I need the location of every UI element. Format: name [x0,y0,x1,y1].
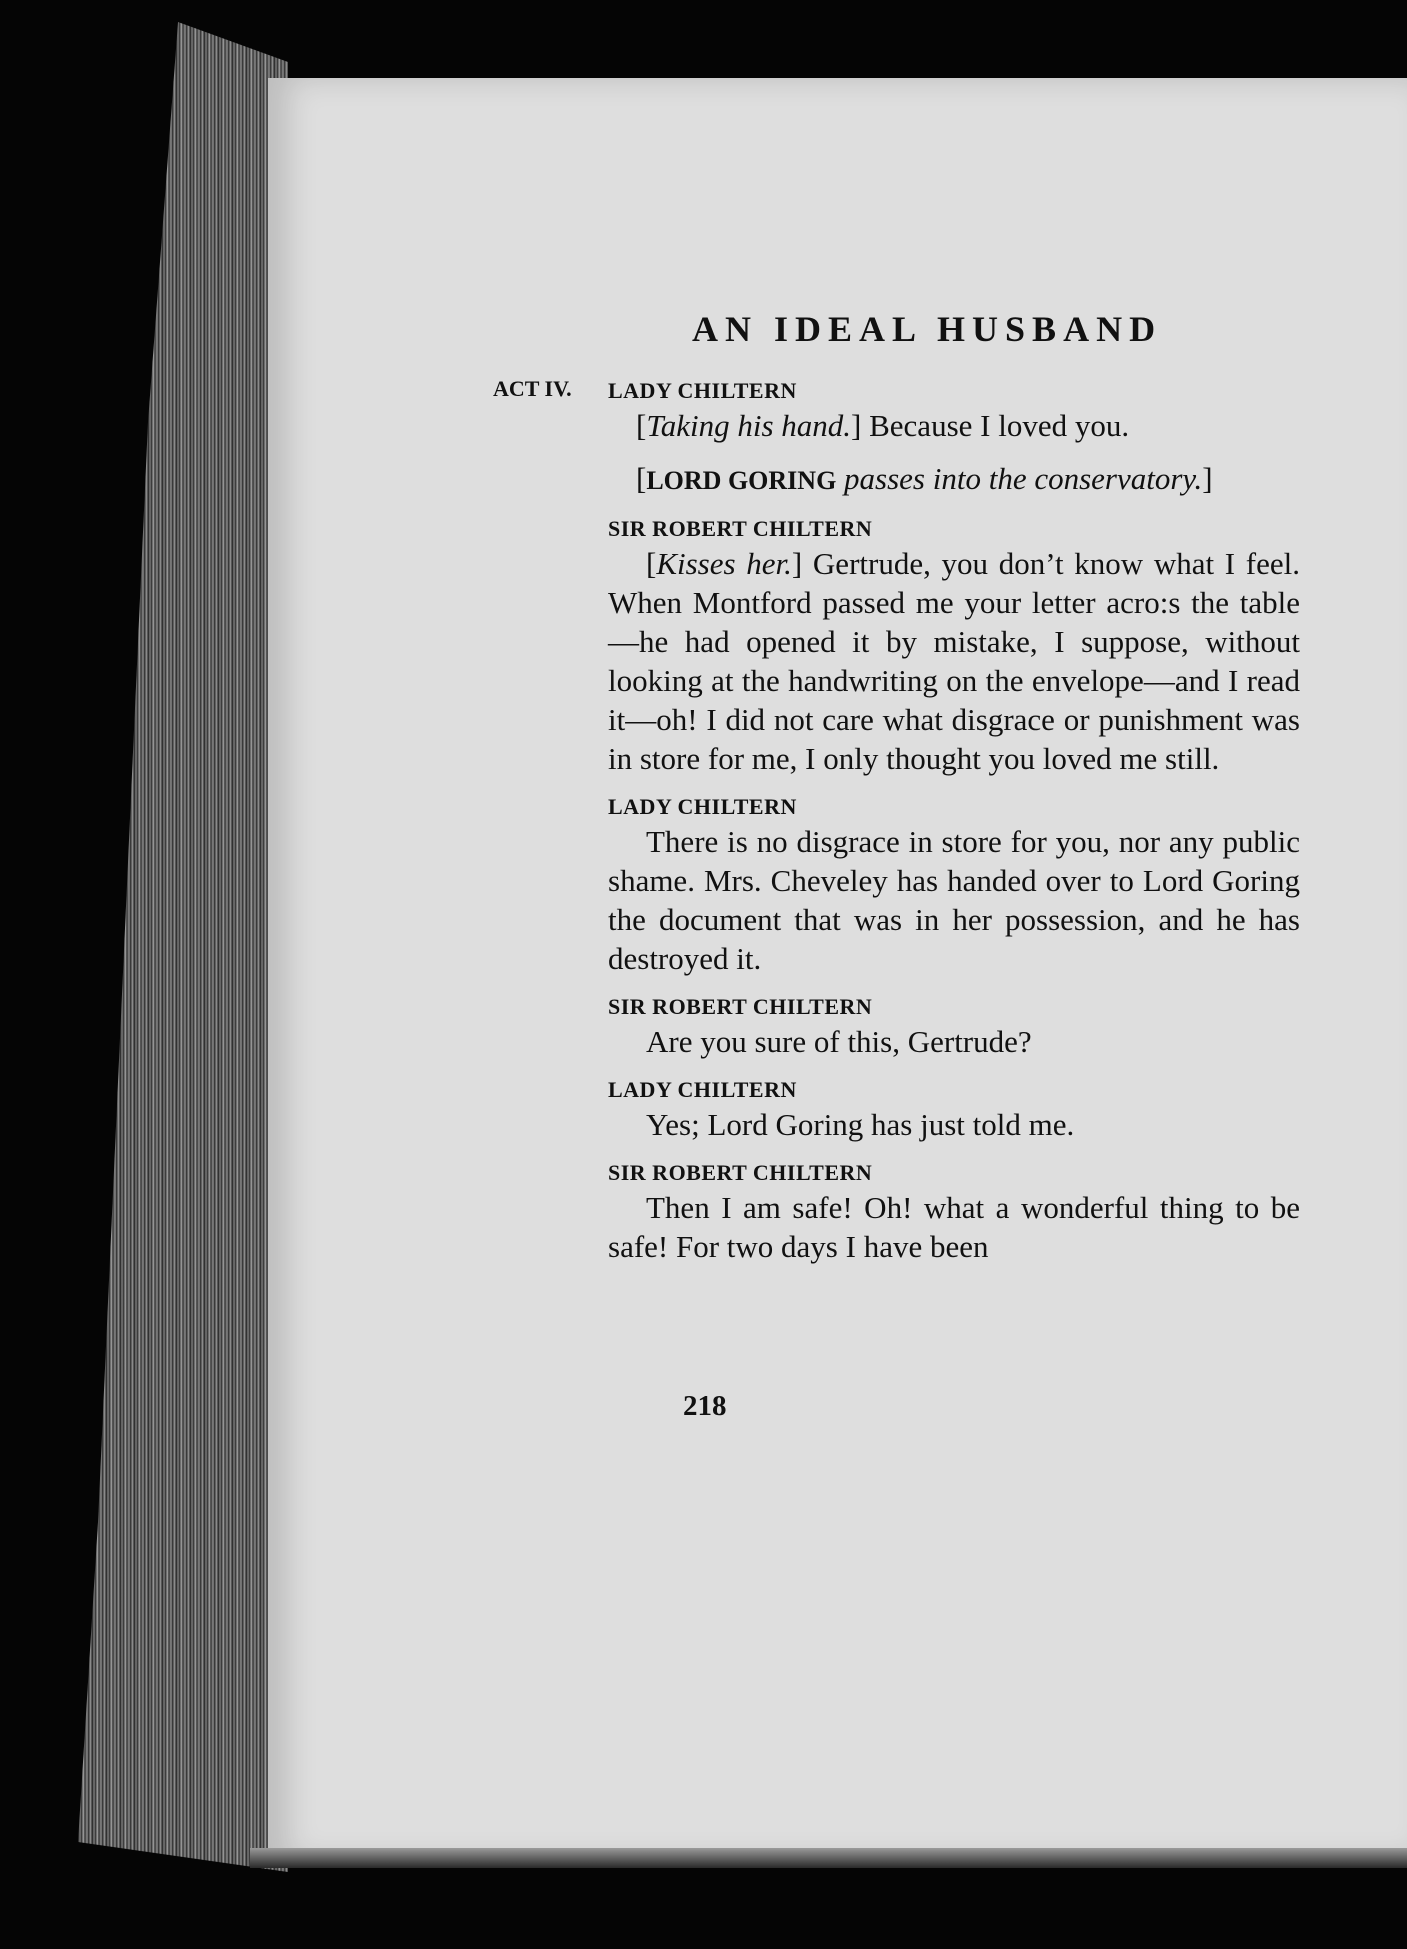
speaker-name: SIR ROBERT CHILTERN [608,1160,873,1185]
speech-text: Then I am safe! Oh! what a wonderful thing to be safe! For two days I have been [608,1190,1300,1264]
stage-character: LORD GORING [646,466,837,495]
running-head: AN IDEAL HUSBAND [692,309,1163,349]
speech-text: Are you sure of this, Gertrude? [646,1024,1032,1059]
page-bottom-edge [250,1848,1407,1868]
stage-direction: Kisses her. [656,546,792,581]
speech-text: There is no disgrace in store for you, nor any public shame. Mrs. Cheveley has handed over to Lord Goring the document that was in her possession, and he has destroyed it. [608,824,1300,976]
speaker-name: LADY CHILTERN [608,1077,797,1102]
stage-direction: Taking his hand. [646,408,852,443]
speaker-name: LADY CHILTERN [608,794,797,819]
page-number: 218 [683,1390,727,1422]
stage-direction-line: [LORD GORING passes into the conservatory.] [636,461,1213,496]
speech-text: [Kisses her.] Gertrude, you don’t know what I feel. When Montford passed me your letter acro:s the table—he had opened it by mistake, I suppose, without looking at the handwriting on the envelope—and I read it—oh! I did not care what disgrace or punishment was in store for me, I only thought you loved me still. [608,546,1300,776]
act-label: ACT IV. [493,376,572,401]
play-text [608,376,1300,1280]
speaker-name: SIR ROBERT CHILTERN [608,516,873,541]
speaker-name: LADY CHILTERN [608,378,797,403]
speech-line: [Taking his hand.] Because I loved you. [636,408,1130,443]
book-fore-edge [78,22,288,1872]
speech-text: Yes; Lord Goring has just told me. [646,1107,1075,1142]
speaker-name: SIR ROBERT CHILTERN [608,994,873,1019]
